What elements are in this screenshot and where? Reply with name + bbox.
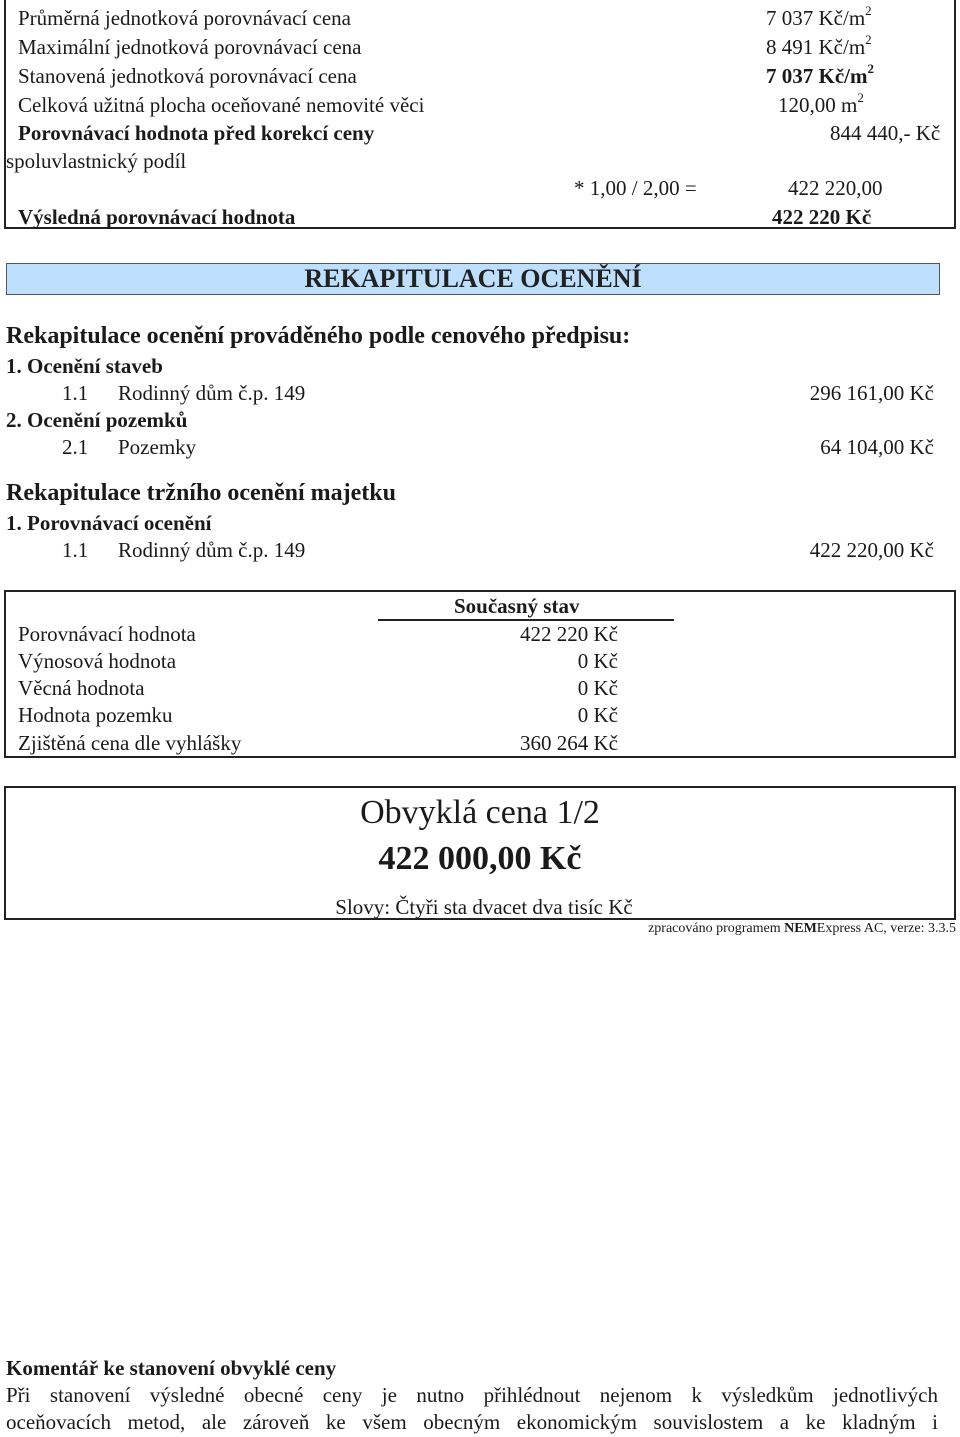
result-value: 422 220 Kč xyxy=(772,205,872,229)
section-comparative: 1. Porovnávací ocenění xyxy=(6,511,212,535)
max-price-label: Maximální jednotková porovnávací cena xyxy=(18,35,362,59)
state-row-value: 422 220 Kč xyxy=(520,622,618,646)
usual-price-title: Obvyklá cena 1/2 xyxy=(360,794,600,831)
share-value: 422 220,00 xyxy=(788,176,883,200)
regulatory-heading: Rekapitulace ocenění prováděného podle cenového předpisu: xyxy=(6,323,631,349)
state-header: Současný stav xyxy=(454,594,580,618)
area-value: 120,00 $m^2$ xyxy=(778,90,864,117)
item-building-label: Rodinný dům č.p. 149 xyxy=(118,381,306,405)
item-land-value: 64 104,00 Kč xyxy=(820,435,934,459)
section-land: 2. Ocenění pozemků xyxy=(6,408,188,432)
before-correction-value: 844 440,- Kč xyxy=(830,121,941,145)
comment-heading: Komentář ke stanovení obvyklé ceny xyxy=(6,1356,337,1380)
item-building-value: 296 161,00 Kč xyxy=(809,381,934,405)
share-formula: * 1,00 / 2,00 = xyxy=(574,176,697,200)
state-row-label: Věcná hodnota xyxy=(18,676,145,700)
state-row-value: 0 Kč xyxy=(577,649,618,673)
share-label: spoluvlastnický podíl xyxy=(6,149,187,173)
state-header-rule xyxy=(378,619,674,621)
recap-banner-title: REKAPITULACE OCENĚNÍ xyxy=(304,264,642,293)
processed-by-note: zpracováno programem NEMExpress AC, verze: 3.3.5 xyxy=(648,921,956,936)
market-heading: Rekapitulace tržního ocenění majetku xyxy=(6,480,396,506)
avg-price-label: Průměrná jednotková porovnávací cena xyxy=(18,6,351,30)
comment-line: Při stanovení výsledné obecné ceny je nutno přihlédnout nejenom k výsledkům jednotlivých xyxy=(6,1383,938,1407)
usual-price-words: Slovy: Čtyři sta dvacet dva tisíc Kč xyxy=(335,895,633,919)
avg-price-value: 7 037 $Kč/m^2$ xyxy=(766,3,872,30)
result-label: Výsledná porovnávací hodnota xyxy=(18,205,296,229)
usual-price-amount: 422 000,00 Kč xyxy=(378,840,582,877)
state-row-value: 0 Kč xyxy=(577,703,618,727)
state-row-label: Hodnota pozemku xyxy=(18,703,173,727)
section-buildings: 1. Ocenění staveb xyxy=(6,354,163,378)
recap-banner xyxy=(6,263,940,295)
state-row-label: Výnosová hodnota xyxy=(18,649,177,673)
area-label: Celková užitná plocha oceňované nemovité věci xyxy=(18,93,425,117)
set-price-label: Stanovená jednotková porovnávací cena xyxy=(18,64,357,88)
state-row-label: Porovnávací hodnota xyxy=(18,622,196,646)
comment-line: oceňovacích metod, ale zároveň ke všem obecným ekonomickým souvislostem a ke kladným i xyxy=(6,1410,938,1434)
state-row-value: 0 Kč xyxy=(577,676,618,700)
item-market-num: 1.1 xyxy=(62,538,89,562)
item-market-label: Rodinný dům č.p. 149 xyxy=(118,538,306,562)
item-land-label: Pozemky xyxy=(118,435,197,459)
item-building-num: 1.1 xyxy=(62,381,89,405)
set-price-value: 7 037 $Kč/m^2$ xyxy=(766,61,874,88)
state-row-value: 360 264 Kč xyxy=(520,731,618,755)
before-correction-label: Porovnávací hodnota před korekcí ceny xyxy=(18,121,375,145)
max-price-value: 8 491 $Kč/m^2$ xyxy=(766,32,872,59)
state-row-label: Zjištěná cena dle vyhlášky xyxy=(18,731,242,755)
item-market-value: 422 220,00 Kč xyxy=(809,538,934,562)
item-land-num: 2.1 xyxy=(62,435,89,459)
